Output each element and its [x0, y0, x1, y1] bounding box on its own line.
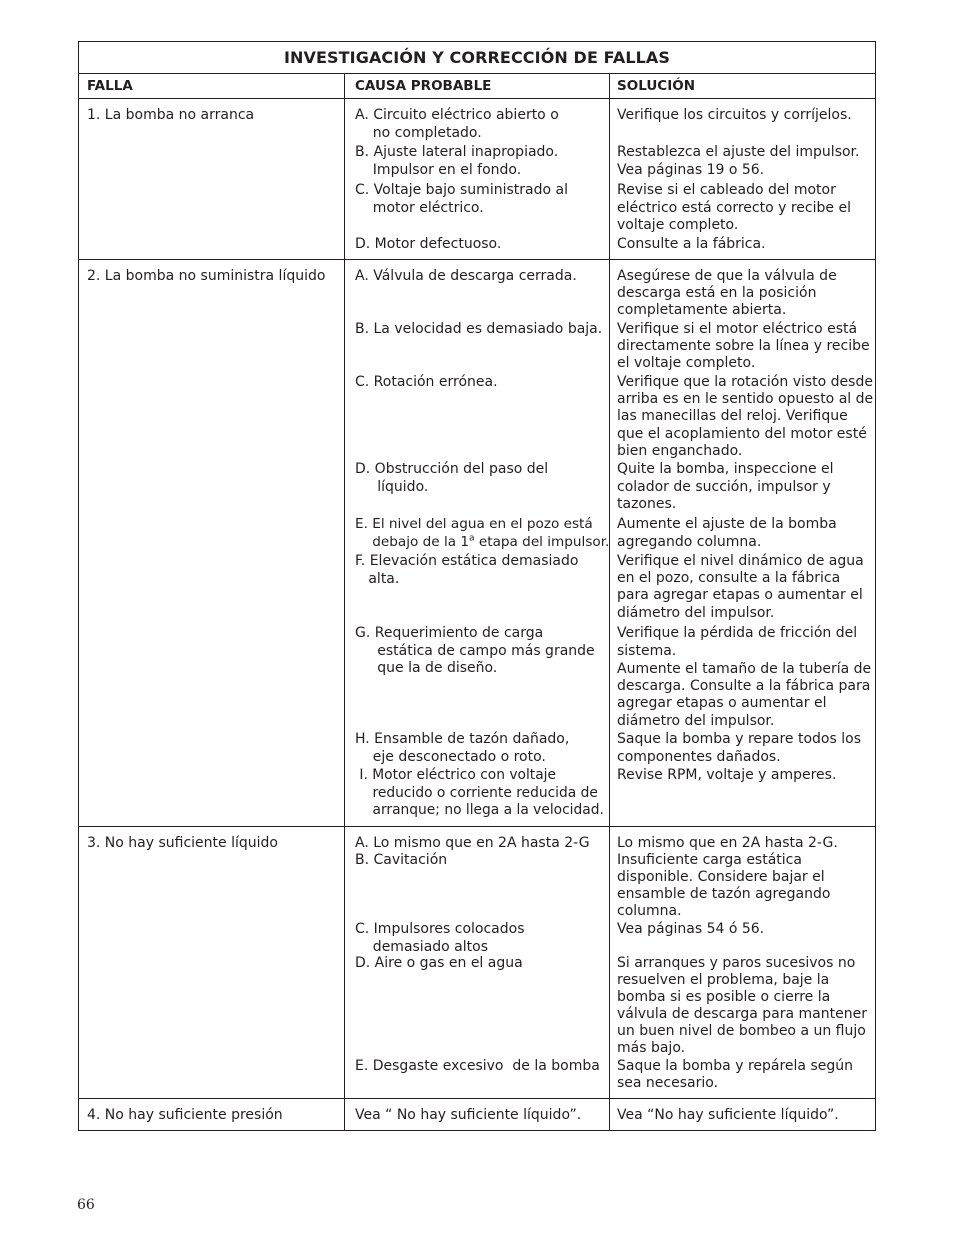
cause-item	[355, 516, 609, 551]
solution-item: Restablezca el ajuste del impulsor. Vea páginas 19 o 56.	[617, 144, 860, 178]
solution-cell	[610, 1099, 875, 1130]
fault-text: 4. No hay suficiente presión	[87, 1107, 283, 1123]
solution-item: Si arranques y paros sucesivos no resuelven el problema, baje la bomba si es posible o cierre la válvula de descarga para mantener un buen nivel de bombeo a un flujo más bajo.	[617, 955, 867, 1057]
cause-item: D. Obstrucción del paso del líquido.	[355, 461, 549, 495]
solution-cell	[610, 99, 875, 259]
cause-e-tail: etapa del impulsor.	[474, 533, 610, 550]
solution-item: Aumente el ajuste de la bomba agregando columna.	[617, 516, 837, 550]
solution-item: Verifique si el motor eléctrico está directamente sobre la línea y recibe el voltaje completo.	[617, 321, 870, 371]
fault-text: 1. La bomba no arranca	[87, 107, 255, 123]
cause-cell	[345, 1099, 610, 1130]
solution-item: Insuficiente carga estática disponible. Considere bajar el ensamble de tazón agregando columna.	[617, 852, 831, 919]
cause-item: H. Ensamble de tazón dañado, eje desconectado o roto.	[355, 731, 570, 765]
fault-cell	[79, 827, 345, 1098]
cause-e-superscript: a	[469, 532, 475, 543]
solution-item: Aumente el tamaño de la tubería de descarga. Consulte a la fábrica para agregar etapas o aumentar el diámetro del impulsor.	[617, 661, 872, 729]
fault-cell	[79, 260, 345, 826]
solution-item: Revise si el cableado del motor eléctrico está correcto y recibe el voltaje completo.	[617, 182, 851, 233]
solution-item: Vea “No hay suficiente líquido”.	[617, 1107, 839, 1123]
solution-item: Verifique los circuitos y corríjelos.	[617, 107, 852, 123]
cause-item: G. Requerimiento de carga estática de campo más grande que la de diseño.	[355, 625, 595, 676]
cause-item: F. Elevación estática demasiado alta.	[355, 553, 579, 587]
solution-item: Saque la bomba y repare todos los componentes dañados.	[617, 731, 861, 765]
cause-item: C. Rotación errónea.	[355, 374, 498, 390]
cause-item: B. La velocidad es demasiado baja.	[355, 321, 603, 337]
solution-item: Verifique que la rotación visto desde arriba es en le sentido opuesto al de las manecillas del reloj. Verifique que el acoplamiento del motor esté bien enganchado.	[617, 374, 874, 459]
fault-cell	[79, 1099, 345, 1130]
solution-item: Lo mismo que en 2A hasta 2-G.	[617, 835, 838, 851]
header-solucion: SOLUCIÓN	[617, 78, 695, 94]
cause-cell	[345, 260, 610, 826]
table-header-row	[79, 74, 875, 99]
cause-item: C. Voltaje bajo suministrado al motor eléctrico.	[355, 182, 568, 216]
table-title: INVESTIGACIÓN Y CORRECCIÓN DE FALLAS	[79, 42, 875, 74]
cause-e-text: E. El nivel del agua en el pozo está debajo de la 1	[355, 516, 593, 550]
header-falla: FALLA	[79, 74, 345, 98]
solution-item: Vea páginas 54 ó 56.	[617, 921, 765, 937]
cause-item: E. Desgaste excesivo de la bomba	[355, 1058, 600, 1074]
cause-item: I. Motor eléctrico con voltaje reducido o corriente reducida de arranque; no llega a la velocidad.	[359, 767, 604, 818]
page-number: 66	[77, 1197, 95, 1213]
header-causa-probable: CAUSA PROBABLE	[345, 74, 610, 98]
solution-cell	[610, 260, 875, 826]
cause-cell	[345, 99, 610, 259]
solution-item: Quite la bomba, inspeccione el colador de succión, impulsor y tazones.	[617, 461, 834, 512]
solution-item: Consulte a la fábrica.	[617, 236, 766, 252]
solution-item: Saque la bomba y repárela según sea necesario.	[617, 1058, 853, 1091]
solution-item: Revise RPM, voltaje y amperes.	[617, 767, 837, 783]
table-row-1	[79, 99, 875, 260]
cause-item: D. Aire o gas en el agua	[355, 955, 523, 971]
cause-item: B. Ajuste lateral inapropiado. Impulsor en el fondo.	[355, 144, 559, 178]
fault-text: 3. No hay suficiente líquido	[87, 835, 278, 851]
table-row-4	[79, 1099, 875, 1130]
solution-item: Verifique el nivel dinámico de agua en el pozo, consulte a la fábrica para agregar etapas o aumentar el diámetro del impulsor.	[617, 553, 864, 621]
table-row-2	[79, 260, 875, 827]
cause-item: C. Impulsores colocados demasiado altos	[355, 921, 525, 955]
fault-text: 2. La bomba no suministra líquido	[87, 268, 326, 284]
cause-item: B. Cavitación	[355, 852, 448, 868]
cause-cell	[345, 827, 610, 1098]
solution-item: Verifique la pérdida de fricción del sistema.	[617, 625, 858, 659]
table-row-3	[79, 827, 875, 1099]
cause-item: A. Válvula de descarga cerrada.	[355, 268, 577, 284]
cause-item: D. Motor defectuoso.	[355, 236, 502, 252]
cause-item: A. Lo mismo que en 2A hasta 2-G	[355, 835, 590, 851]
troubleshooting-table	[78, 41, 876, 1131]
cause-item: Vea “ No hay suficiente líquido”.	[355, 1107, 582, 1123]
cause-item: A. Circuito eléctrico abierto o no completado.	[355, 107, 559, 141]
solution-item: Asegúrese de que la válvula de descarga está en la posición completamente abierta.	[617, 268, 837, 318]
solution-cell	[610, 827, 875, 1098]
fault-cell	[79, 99, 345, 259]
